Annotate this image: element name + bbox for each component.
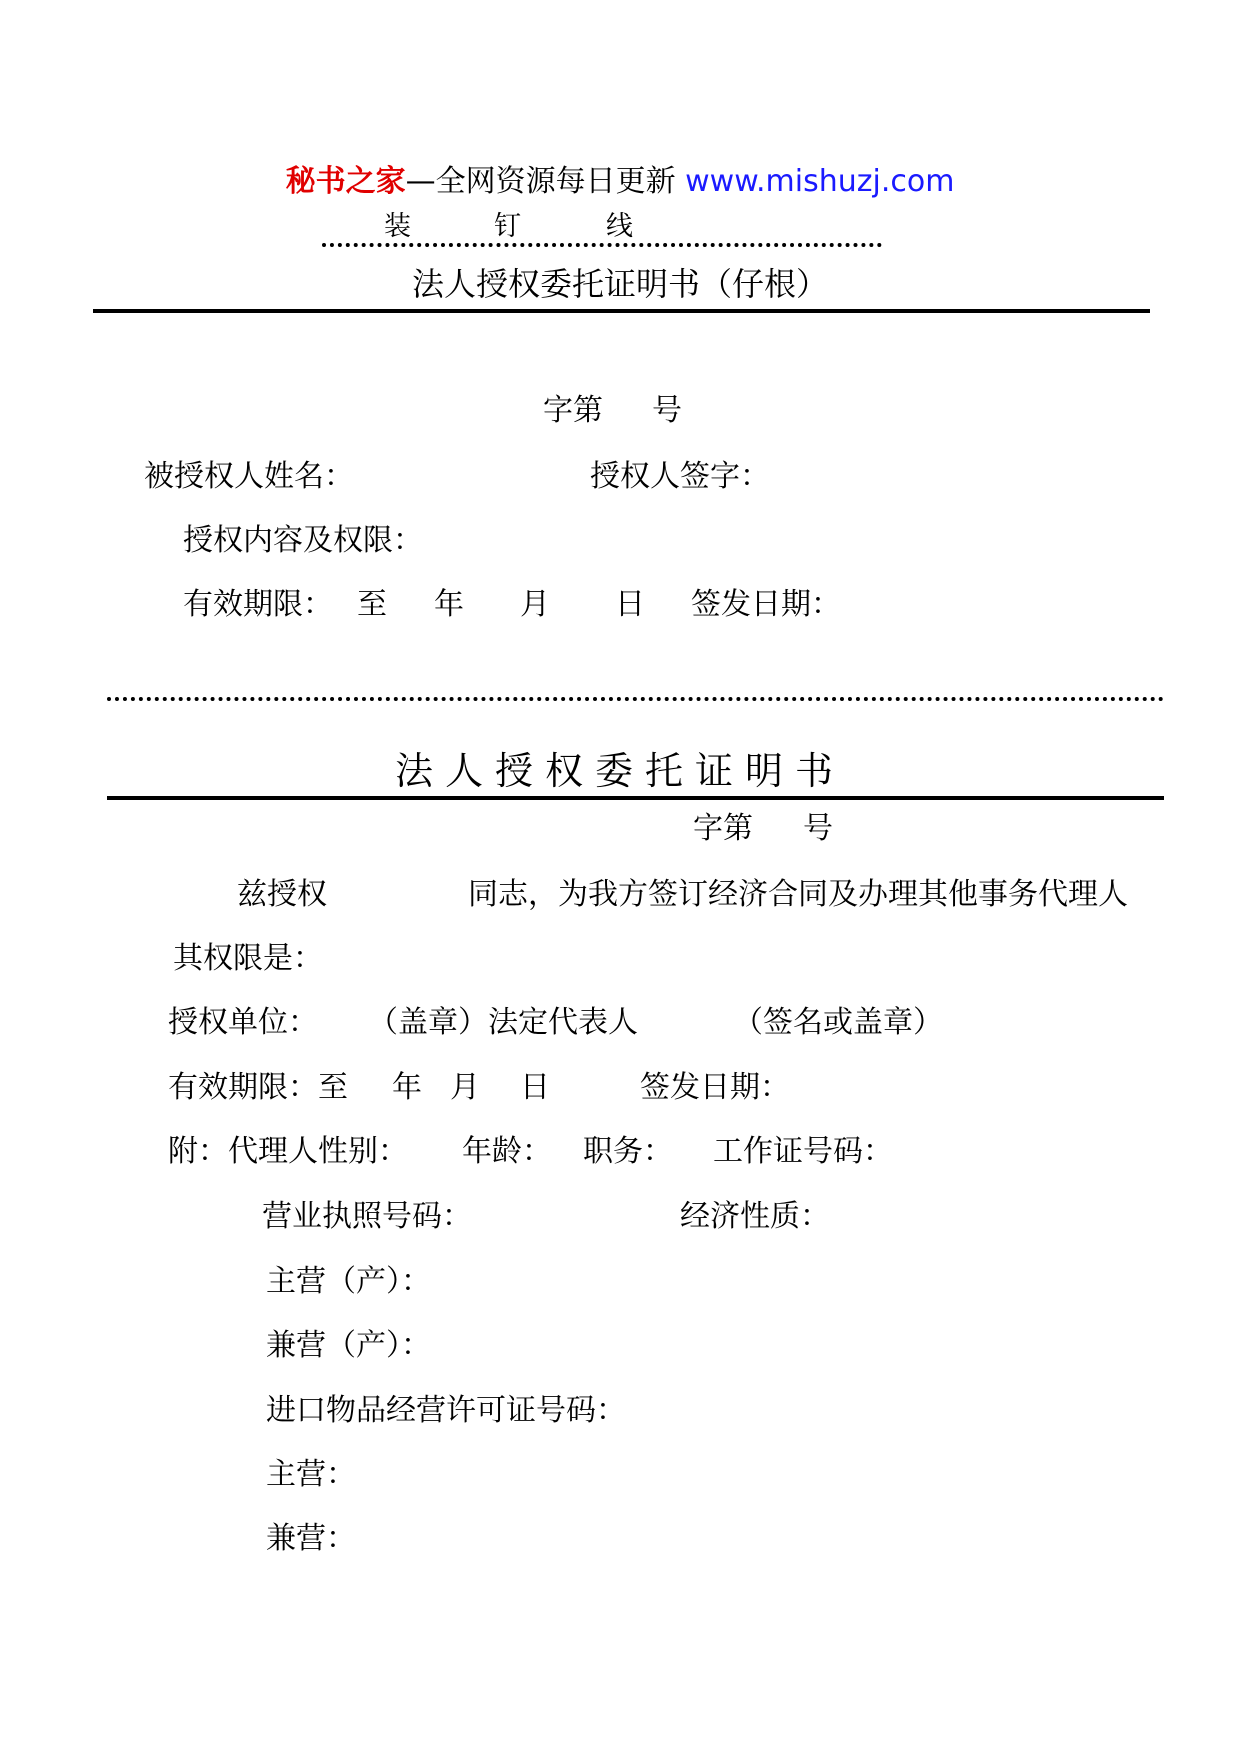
main-side-business-label: 兼营（产）： <box>266 1328 431 1363</box>
main-authorize-text: 同志，为我方签订经济合同及办理其他事务代理人 <box>468 877 1128 912</box>
stub-day: 日 <box>615 587 645 622</box>
main-sign-or-seal-label: （签名或盖章） <box>733 1005 943 1040</box>
main-zi: 字第 <box>693 811 753 846</box>
binding-dotted-line <box>322 243 882 247</box>
main-authorize-prefix: 兹授权 <box>237 877 327 912</box>
brand-name: 秘书之家 <box>285 164 406 199</box>
main-license-no-label: 营业执照号码： <box>262 1199 472 1234</box>
stub-hao: 号 <box>652 393 682 428</box>
slogan: —全网资源每日更新 <box>405 164 676 199</box>
main-main-business-label: 主营（产）： <box>266 1264 431 1299</box>
main-validity-label: 有效期限：至 <box>168 1070 348 1105</box>
stub-month: 月 <box>520 587 550 622</box>
main-title: 法人授权委托证明书 <box>394 749 845 793</box>
main-work-id-label: 工作证号码： <box>713 1134 893 1169</box>
binding-char-1: 装 <box>384 211 411 242</box>
main-title-underline <box>107 796 1164 800</box>
stub-validity-label: 有效期限： <box>183 587 333 622</box>
main-age-label: 年龄： <box>462 1134 552 1169</box>
main-unit-label: 授权单位： <box>168 1005 318 1040</box>
main-main-op-label: 主营： <box>266 1457 356 1492</box>
stub-zhi: 至 <box>357 587 387 622</box>
main-hao: 号 <box>803 811 833 846</box>
main-side-op-label: 兼营： <box>266 1521 356 1556</box>
stub-title: 法人授权委托证明书（仔根） <box>411 265 828 303</box>
stub-title-underline <box>93 309 1150 313</box>
main-day: 日 <box>520 1070 550 1105</box>
main-year: 年 <box>392 1070 422 1105</box>
stub-year: 年 <box>434 587 464 622</box>
stub-grantor-sign-label: 授权人签字： <box>590 459 770 494</box>
site-header <box>0 164 1240 200</box>
stub-scope-label: 授权内容及权限： <box>183 523 423 558</box>
binding-char-2: 钉 <box>494 211 521 242</box>
main-seal-label: （盖章）法定代表人 <box>368 1005 638 1040</box>
main-month: 月 <box>450 1070 480 1105</box>
site-url[interactable]: www.mishuzj.com <box>685 164 955 199</box>
main-import-license-label: 进口物品经营许可证号码： <box>266 1393 626 1428</box>
stub-issue-date-label: 签发日期： <box>691 587 841 622</box>
binding-char-3: 线 <box>606 211 633 242</box>
stub-zi: 字第 <box>543 393 603 428</box>
main-position-label: 职务： <box>583 1134 673 1169</box>
main-econ-nature-label: 经济性质： <box>680 1199 830 1234</box>
main-scope-label: 其权限是： <box>173 941 323 976</box>
cut-dotted-line <box>107 697 1164 701</box>
main-issue-date-label: 签发日期： <box>640 1070 790 1105</box>
stub-grantee-name-label: 被授权人姓名： <box>144 459 354 494</box>
main-agent-gender-label: 附：代理人性别： <box>168 1134 408 1169</box>
